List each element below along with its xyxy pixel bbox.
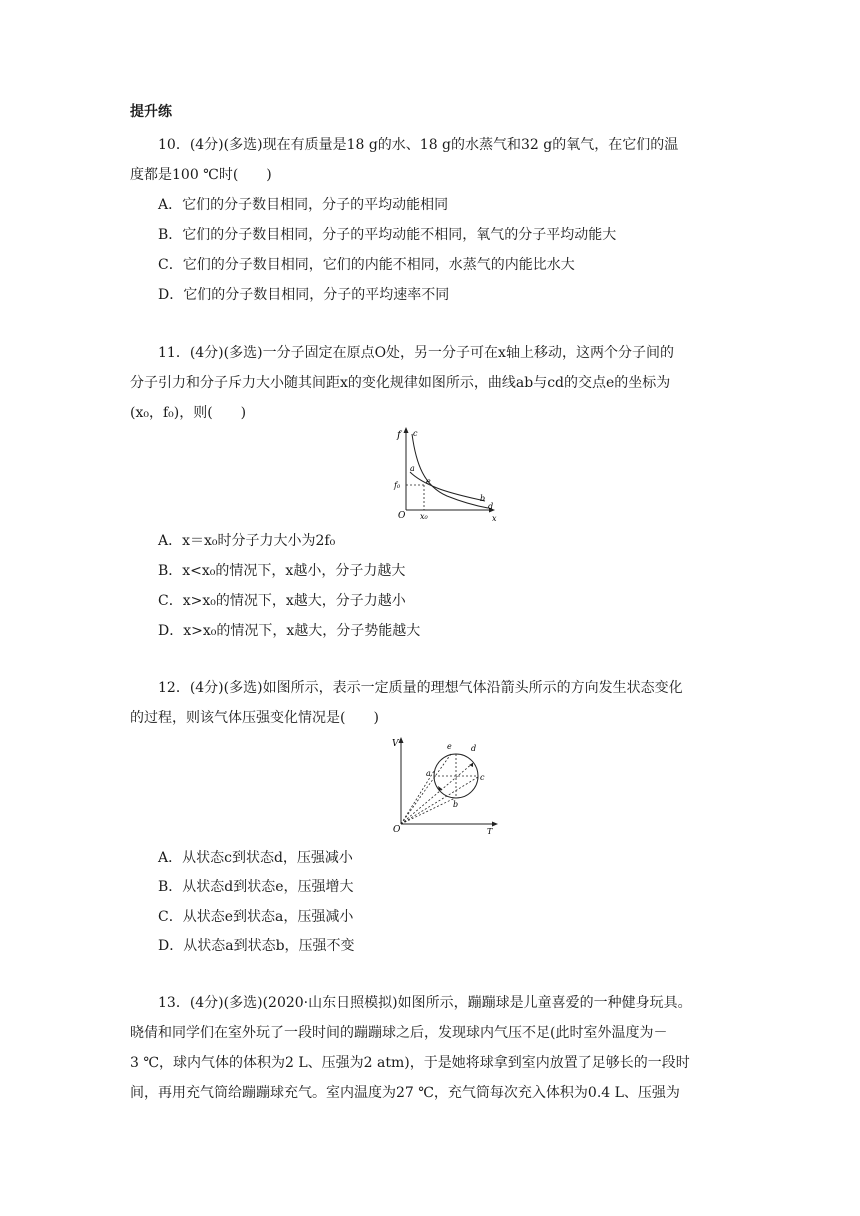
q11-option-d: D．x>x₀的情况下，x越大，分子势能越大 [158, 623, 421, 639]
q11-label-x: x [492, 514, 497, 523]
q12-label-b: b [453, 800, 459, 809]
q12-stem-line-1: 12．(4分)(多选)如图所示，表示一定质量的理想气体沿箭头所示的方向发生状态变化 [158, 680, 683, 696]
q11-label-origin: O [398, 511, 406, 521]
q12-label-d: d [471, 744, 477, 753]
q12-option-c: C．从状态e到状态a，压强减小 [158, 909, 354, 925]
q12-label-origin: O [393, 825, 401, 835]
q11-option-b: B．x<x₀的情况下，x越小，分子力越大 [158, 563, 406, 579]
q11-label-f0: f₀ [394, 481, 401, 490]
q11-label-d: d [488, 502, 494, 511]
q13-stem-line-2: 晓倩和同学们在室外玩了一段时间的蹦蹦球之后，发现球内气压不足(此时室外温度为－ [130, 1025, 668, 1041]
q12-label-e: e [447, 742, 452, 751]
q12-stem-line-2: 的过程，则该气体压强变化情况是( ) [130, 710, 379, 726]
q11-label-c: c [413, 429, 418, 438]
q12-label-c: c [480, 773, 485, 782]
q10-option-c: C．它们的分子数目相同，它们的内能不相同，水蒸气的内能比水大 [158, 257, 575, 273]
q11-option-a: A．x＝x₀时分子力大小为2f₀ [158, 533, 336, 549]
q11-stem-line-3: (x₀，f₀)，则( ) [130, 405, 247, 421]
q11-stem-line-2: 分子引力和分子斥力大小随其间距x的变化规律如图所示，曲线ab与cd的交点e的坐标为 [130, 375, 671, 391]
q12-label-t: T [487, 827, 493, 836]
q12-label-v: V [392, 739, 399, 749]
q12-option-b: B．从状态d到状态e，压强增大 [158, 879, 354, 895]
q11-stem-line-1: 11．(4分)(多选)一分子固定在原点O处，另一分子可在x轴上移动，这两个分子间的 [158, 345, 674, 361]
q12-label-a: a [426, 769, 431, 778]
q12-vt-diagram [389, 734, 505, 836]
q10-option-d: D．它们的分子数目相同，分子的平均速率不同 [158, 287, 450, 303]
q11-label-b: b [480, 494, 486, 503]
q10-stem-line-1: 10．(4分)(多选)现在有质量是18 g的水、18 g的水蒸气和32 g的氧气，在它们的温 [158, 137, 679, 153]
q13-stem-line-3: 3 ℃，球内气体的体积为2 L、压强为2 atm)，于是她将球拿到室内放置了足够长的一段时 [130, 1055, 690, 1071]
q10-stem-line-2: 度都是100 ℃时( ) [130, 167, 272, 183]
q10-option-b: B．它们的分子数目相同，分子的平均动能不相同，氧气的分子平均动能大 [158, 227, 617, 243]
q11-label-a: a [410, 464, 415, 473]
q12-option-a: A．从状态c到状态d，压强减小 [158, 850, 353, 866]
section-title: 提升练 [130, 104, 172, 120]
q13-stem-line-1: 13．(4分)(多选)(2020·山东日照模拟)如图所示，蹦蹦球是儿童喜爱的一种健身玩具。 [158, 995, 692, 1011]
q12-option-d: D．从状态a到状态b，压强不变 [158, 938, 355, 954]
q11-force-graph [392, 424, 502, 524]
q11-label-f: f [397, 430, 401, 441]
q13-stem-line-4: 间，再用充气筒给蹦蹦球充气。室内温度为27 ℃，充气筒每次充入体积为0.4 L、压强为 [130, 1085, 680, 1101]
q11-option-c: C．x>x₀的情况下，x越大，分子力越小 [158, 593, 406, 609]
q10-option-a: A．它们的分子数目相同，分子的平均动能相同 [158, 197, 449, 213]
q11-label-x0: x₀ [420, 512, 428, 521]
q11-label-e: e [426, 477, 431, 486]
